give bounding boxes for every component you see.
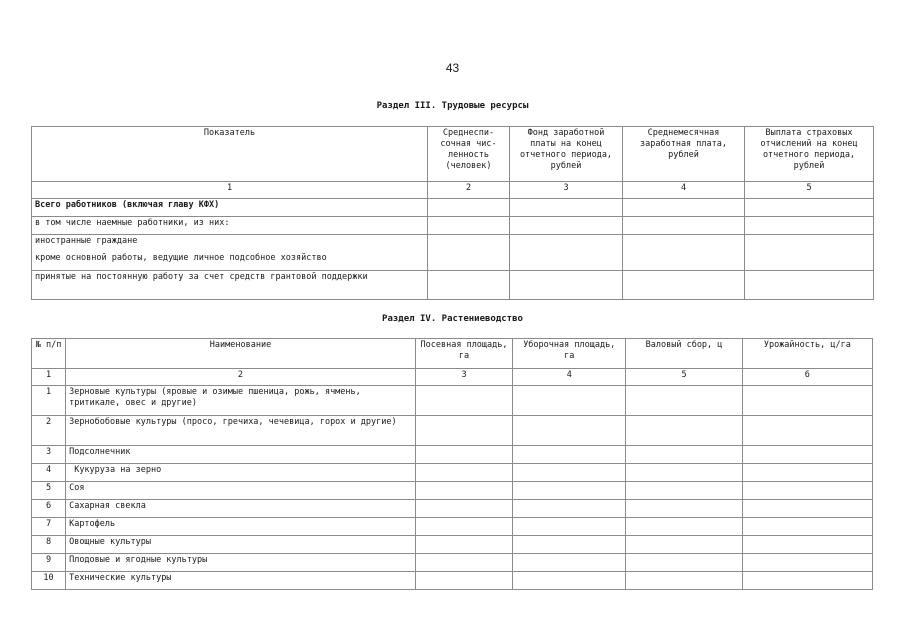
row-label-foreign-citizens: иностранные граждане	[35, 236, 138, 246]
input-cell[interactable]	[742, 446, 872, 464]
input-cell[interactable]	[513, 536, 626, 554]
row-number: 9	[32, 554, 66, 572]
table-header-row	[32, 127, 874, 182]
row-label-household-farming: кроме основной работы, ведущие личное подсобное хозяйство	[35, 253, 327, 263]
crop-name: Технические культуры	[66, 572, 416, 590]
input-cell[interactable]	[513, 416, 626, 446]
crop-production-table	[31, 338, 873, 590]
row-label-grant-hires: принятые на постоянную работу за счет средств грантовой поддержки	[32, 271, 428, 300]
table-row	[32, 199, 874, 217]
table-row	[32, 518, 873, 536]
row-number: 4	[32, 464, 66, 482]
input-cell[interactable]	[626, 536, 742, 554]
labor-resources-table	[31, 126, 874, 300]
input-cell[interactable]	[415, 518, 512, 536]
section-4-title: Раздел IV. Растениеводство	[382, 314, 523, 324]
crop-name: Кукуруза на зерно	[66, 464, 416, 482]
input-cell[interactable]	[513, 572, 626, 590]
table-row	[32, 500, 873, 518]
input-cell[interactable]	[510, 199, 623, 217]
header-yield-per-ha: Урожайность, ц/га	[742, 339, 872, 369]
crop-name: Овощные культуры	[66, 536, 416, 554]
input-cell[interactable]	[745, 271, 874, 300]
table-row	[32, 446, 873, 464]
crop-name: Подсолнечник	[66, 446, 416, 464]
input-cell[interactable]	[415, 386, 512, 416]
crop-name: Сахарная свекла	[66, 500, 416, 518]
input-cell[interactable]	[623, 235, 745, 271]
header-name: Наименование	[66, 339, 416, 369]
input-cell[interactable]	[626, 482, 742, 500]
input-cell[interactable]	[626, 446, 742, 464]
crop-name: Плодовые и ягодные культуры	[66, 554, 416, 572]
row-number: 6	[32, 500, 66, 518]
section-3-title: Раздел III. Трудовые ресурсы	[376, 101, 529, 111]
column-number: 1	[32, 182, 428, 199]
input-cell[interactable]	[742, 554, 872, 572]
input-cell[interactable]	[510, 235, 623, 271]
header-harvested-area: Уборочная площадь, га	[513, 339, 626, 369]
input-cell[interactable]	[513, 446, 626, 464]
table-row	[32, 482, 873, 500]
input-cell[interactable]	[415, 416, 512, 446]
input-cell[interactable]	[626, 386, 742, 416]
column-number: 5	[745, 182, 874, 199]
column-number-row	[32, 369, 873, 386]
input-cell[interactable]	[415, 464, 512, 482]
column-number-row	[32, 182, 874, 199]
header-payroll-fund: Фонд заработной платы на конец отчетного периода, рублей	[510, 127, 623, 182]
row-number: 5	[32, 482, 66, 500]
input-cell[interactable]	[626, 554, 742, 572]
input-cell[interactable]	[623, 199, 745, 217]
table-row	[32, 217, 874, 235]
row-number: 10	[32, 572, 66, 590]
input-cell[interactable]	[415, 536, 512, 554]
input-cell[interactable]	[428, 271, 510, 300]
input-cell[interactable]	[510, 271, 623, 300]
crop-name: Зернобобовые культуры (просо, гречиха, чечевица, горох и другие)	[66, 416, 416, 446]
table-row	[32, 554, 873, 572]
input-cell[interactable]	[742, 536, 872, 554]
table-row	[32, 416, 873, 446]
input-cell[interactable]	[626, 518, 742, 536]
header-gross-yield: Валовый сбор, ц	[626, 339, 742, 369]
column-number: 3	[510, 182, 623, 199]
header-insurance-payments: Выплата страховых отчислений на конец отчетного периода, рублей	[745, 127, 874, 182]
input-cell[interactable]	[623, 271, 745, 300]
table-row	[32, 572, 873, 590]
input-cell[interactable]	[745, 235, 874, 271]
row-number: 2	[32, 416, 66, 446]
table-row	[32, 464, 873, 482]
input-cell[interactable]	[428, 217, 510, 235]
input-cell[interactable]	[745, 199, 874, 217]
row-label-foreign-and-household	[32, 235, 428, 271]
column-number: 4	[513, 369, 626, 386]
input-cell[interactable]	[513, 386, 626, 416]
input-cell[interactable]	[742, 416, 872, 446]
column-number: 5	[626, 369, 742, 386]
crop-name: Картофель	[66, 518, 416, 536]
input-cell[interactable]	[623, 217, 745, 235]
input-cell[interactable]	[513, 518, 626, 536]
table-row	[32, 536, 873, 554]
row-number: 7	[32, 518, 66, 536]
input-cell[interactable]	[513, 500, 626, 518]
input-cell[interactable]	[742, 386, 872, 416]
row-number: 3	[32, 446, 66, 464]
input-cell[interactable]	[513, 554, 626, 572]
input-cell[interactable]	[745, 217, 874, 235]
row-label-hired-workers: в том числе наемные работники, из них:	[32, 217, 428, 235]
input-cell[interactable]	[626, 572, 742, 590]
header-sown-area: Посевная площадь, га	[415, 339, 512, 369]
header-avg-headcount: Среднеспи-сочная чис-ленность (человек)	[428, 127, 510, 182]
crop-name: Зерновые культуры (яровые и озимые пшеница, рожь, ячмень, тритикале, овес и другие)	[66, 386, 416, 416]
input-cell[interactable]	[513, 482, 626, 500]
input-cell[interactable]	[510, 217, 623, 235]
row-number: 8	[32, 536, 66, 554]
table-row	[32, 235, 874, 271]
input-cell[interactable]	[415, 554, 512, 572]
table-row	[32, 386, 873, 416]
column-number: 3	[415, 369, 512, 386]
row-number: 1	[32, 386, 66, 416]
column-number: 2	[428, 182, 510, 199]
input-cell[interactable]	[415, 572, 512, 590]
input-cell[interactable]	[626, 416, 742, 446]
header-number: № п/п	[32, 339, 66, 369]
input-cell[interactable]	[513, 464, 626, 482]
column-number: 6	[742, 369, 872, 386]
table-header-row	[32, 339, 873, 369]
input-cell[interactable]	[742, 572, 872, 590]
input-cell[interactable]	[415, 500, 512, 518]
row-label-total-workers: Всего работников (включая главу КФХ)	[32, 199, 428, 217]
header-avg-monthly-salary: Среднемесячная заработная плата, рублей	[623, 127, 745, 182]
input-cell[interactable]	[742, 518, 872, 536]
header-indicator: Показатель	[32, 127, 428, 182]
input-cell[interactable]	[742, 464, 872, 482]
input-cell[interactable]	[742, 500, 872, 518]
column-number: 4	[623, 182, 745, 199]
crop-name: Соя	[66, 482, 416, 500]
column-number: 2	[66, 369, 416, 386]
page-number: 43	[445, 61, 460, 75]
input-cell[interactable]	[428, 235, 510, 271]
column-number: 1	[32, 369, 66, 386]
input-cell[interactable]	[626, 464, 742, 482]
input-cell[interactable]	[742, 482, 872, 500]
table-row	[32, 271, 874, 300]
input-cell[interactable]	[626, 500, 742, 518]
input-cell[interactable]	[415, 482, 512, 500]
input-cell[interactable]	[415, 446, 512, 464]
input-cell[interactable]	[428, 199, 510, 217]
